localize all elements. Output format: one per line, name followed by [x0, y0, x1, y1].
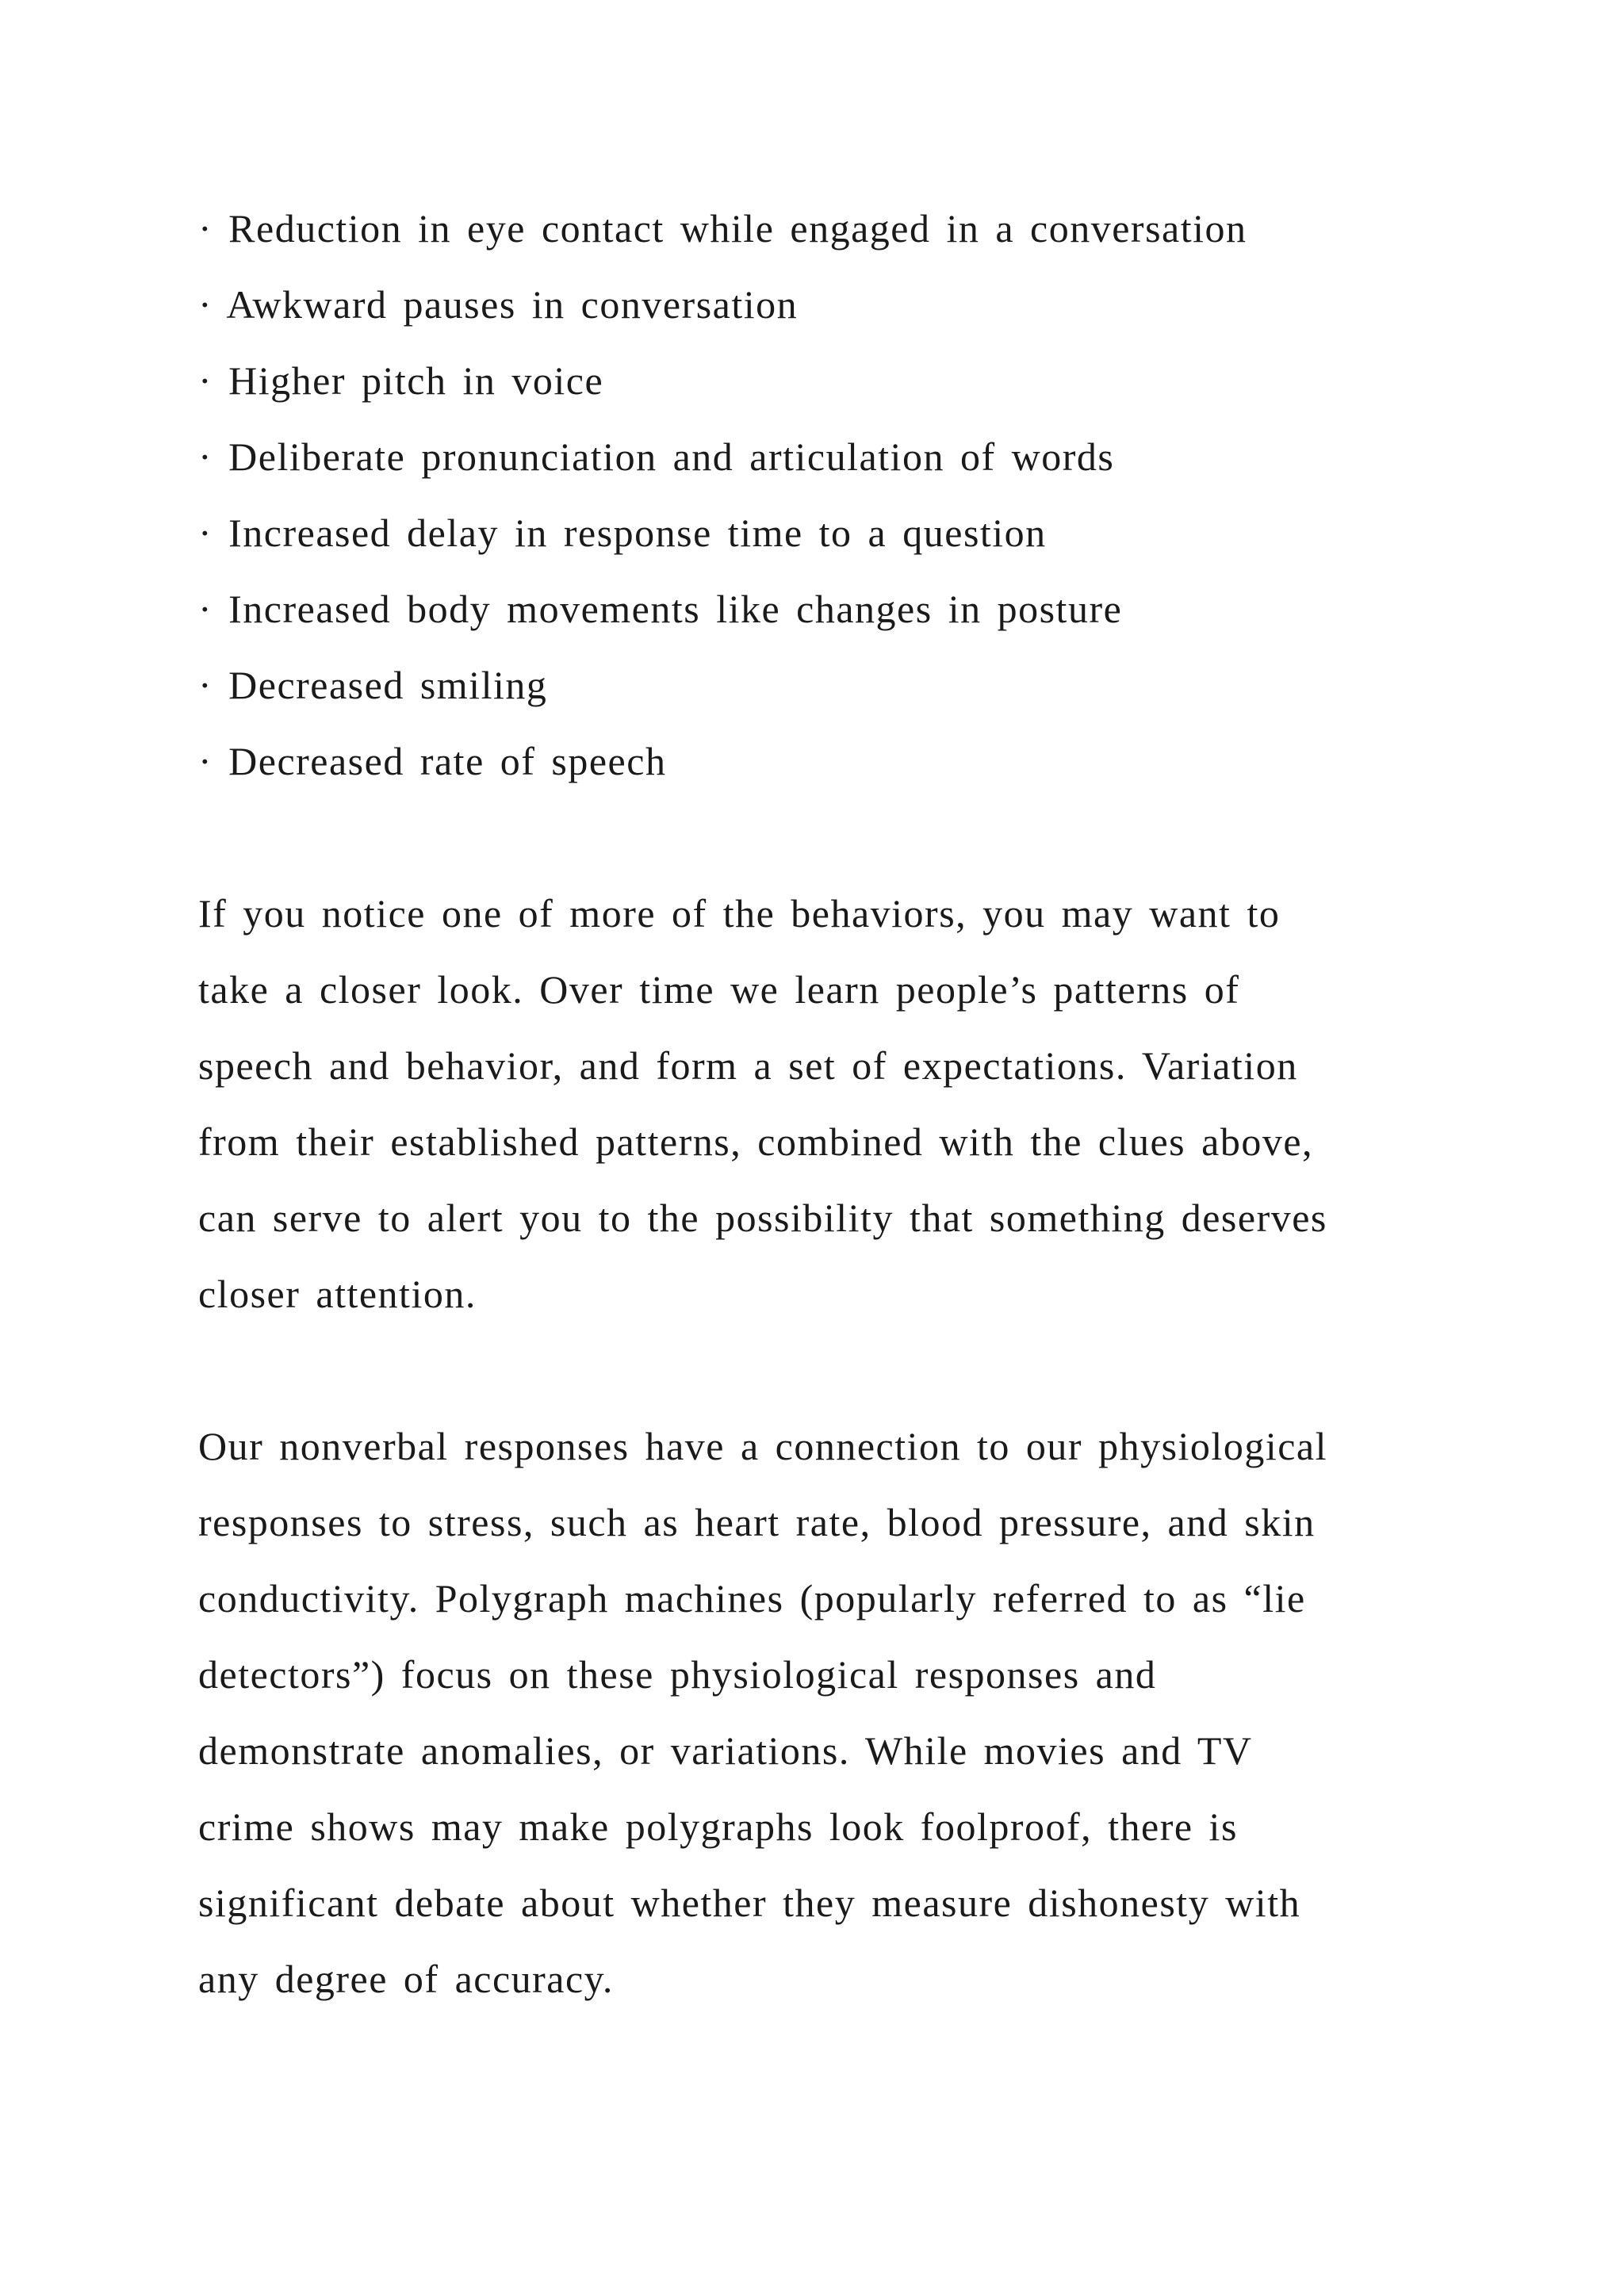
list-item: · Higher pitch in voice: [198, 358, 604, 403]
list-item: · Reduction in eye contact while engaged in a conversation: [198, 206, 1247, 251]
list-item: · Decreased smiling: [198, 663, 548, 707]
paragraph-polygraph: [198, 1408, 1435, 2017]
paragraph-line: crime shows may make polygraphs look foolproof, there is: [198, 1804, 1238, 1849]
list-item: · Decreased rate of speech: [198, 739, 667, 783]
paragraph-line: from their established patterns, combined with the clues above,: [198, 1119, 1314, 1164]
paragraph-line: can serve to alert you to the possibility that something deserves: [198, 1196, 1327, 1240]
paragraph-line: any degree of accuracy.: [198, 1957, 614, 2001]
list-item: · Increased body movements like changes in posture: [198, 587, 1123, 631]
paragraph-line: speech and behavior, and form a set of expectations. Variation: [198, 1043, 1298, 1088]
paragraph-line: detectors”) focus on these physiological responses and: [198, 1652, 1157, 1697]
paragraph-gap: [198, 799, 1435, 875]
list-item: · Awkward pauses in conversation: [198, 282, 799, 327]
paragraph-gap: [198, 1332, 1435, 1408]
paragraph-line: closer attention.: [198, 1272, 477, 1316]
document-body: [198, 190, 1435, 2017]
bullet-list: [198, 190, 1435, 799]
paragraph-line: demonstrate anomalies, or variations. While movies and TV: [198, 1728, 1253, 1773]
paragraph-line: take a closer look. Over time we learn people’s patterns of: [198, 967, 1240, 1012]
list-item: · Increased delay in response time to a question: [198, 511, 1047, 555]
paragraph-behavior-variation: [198, 875, 1435, 1332]
paragraph-line: If you notice one of more of the behaviors, you may want to: [198, 891, 1281, 936]
paragraph-line: responses to stress, such as heart rate, blood pressure, and skin: [198, 1500, 1316, 1544]
paragraph-line: conductivity. Polygraph machines (popularly referred to as “lie: [198, 1576, 1306, 1621]
paragraph-line: Our nonverbal responses have a connection to our physiological: [198, 1424, 1327, 1468]
paragraph-line: significant debate about whether they measure dishonesty with: [198, 1881, 1301, 1925]
list-item: · Deliberate pronunciation and articulation of words: [198, 434, 1115, 479]
